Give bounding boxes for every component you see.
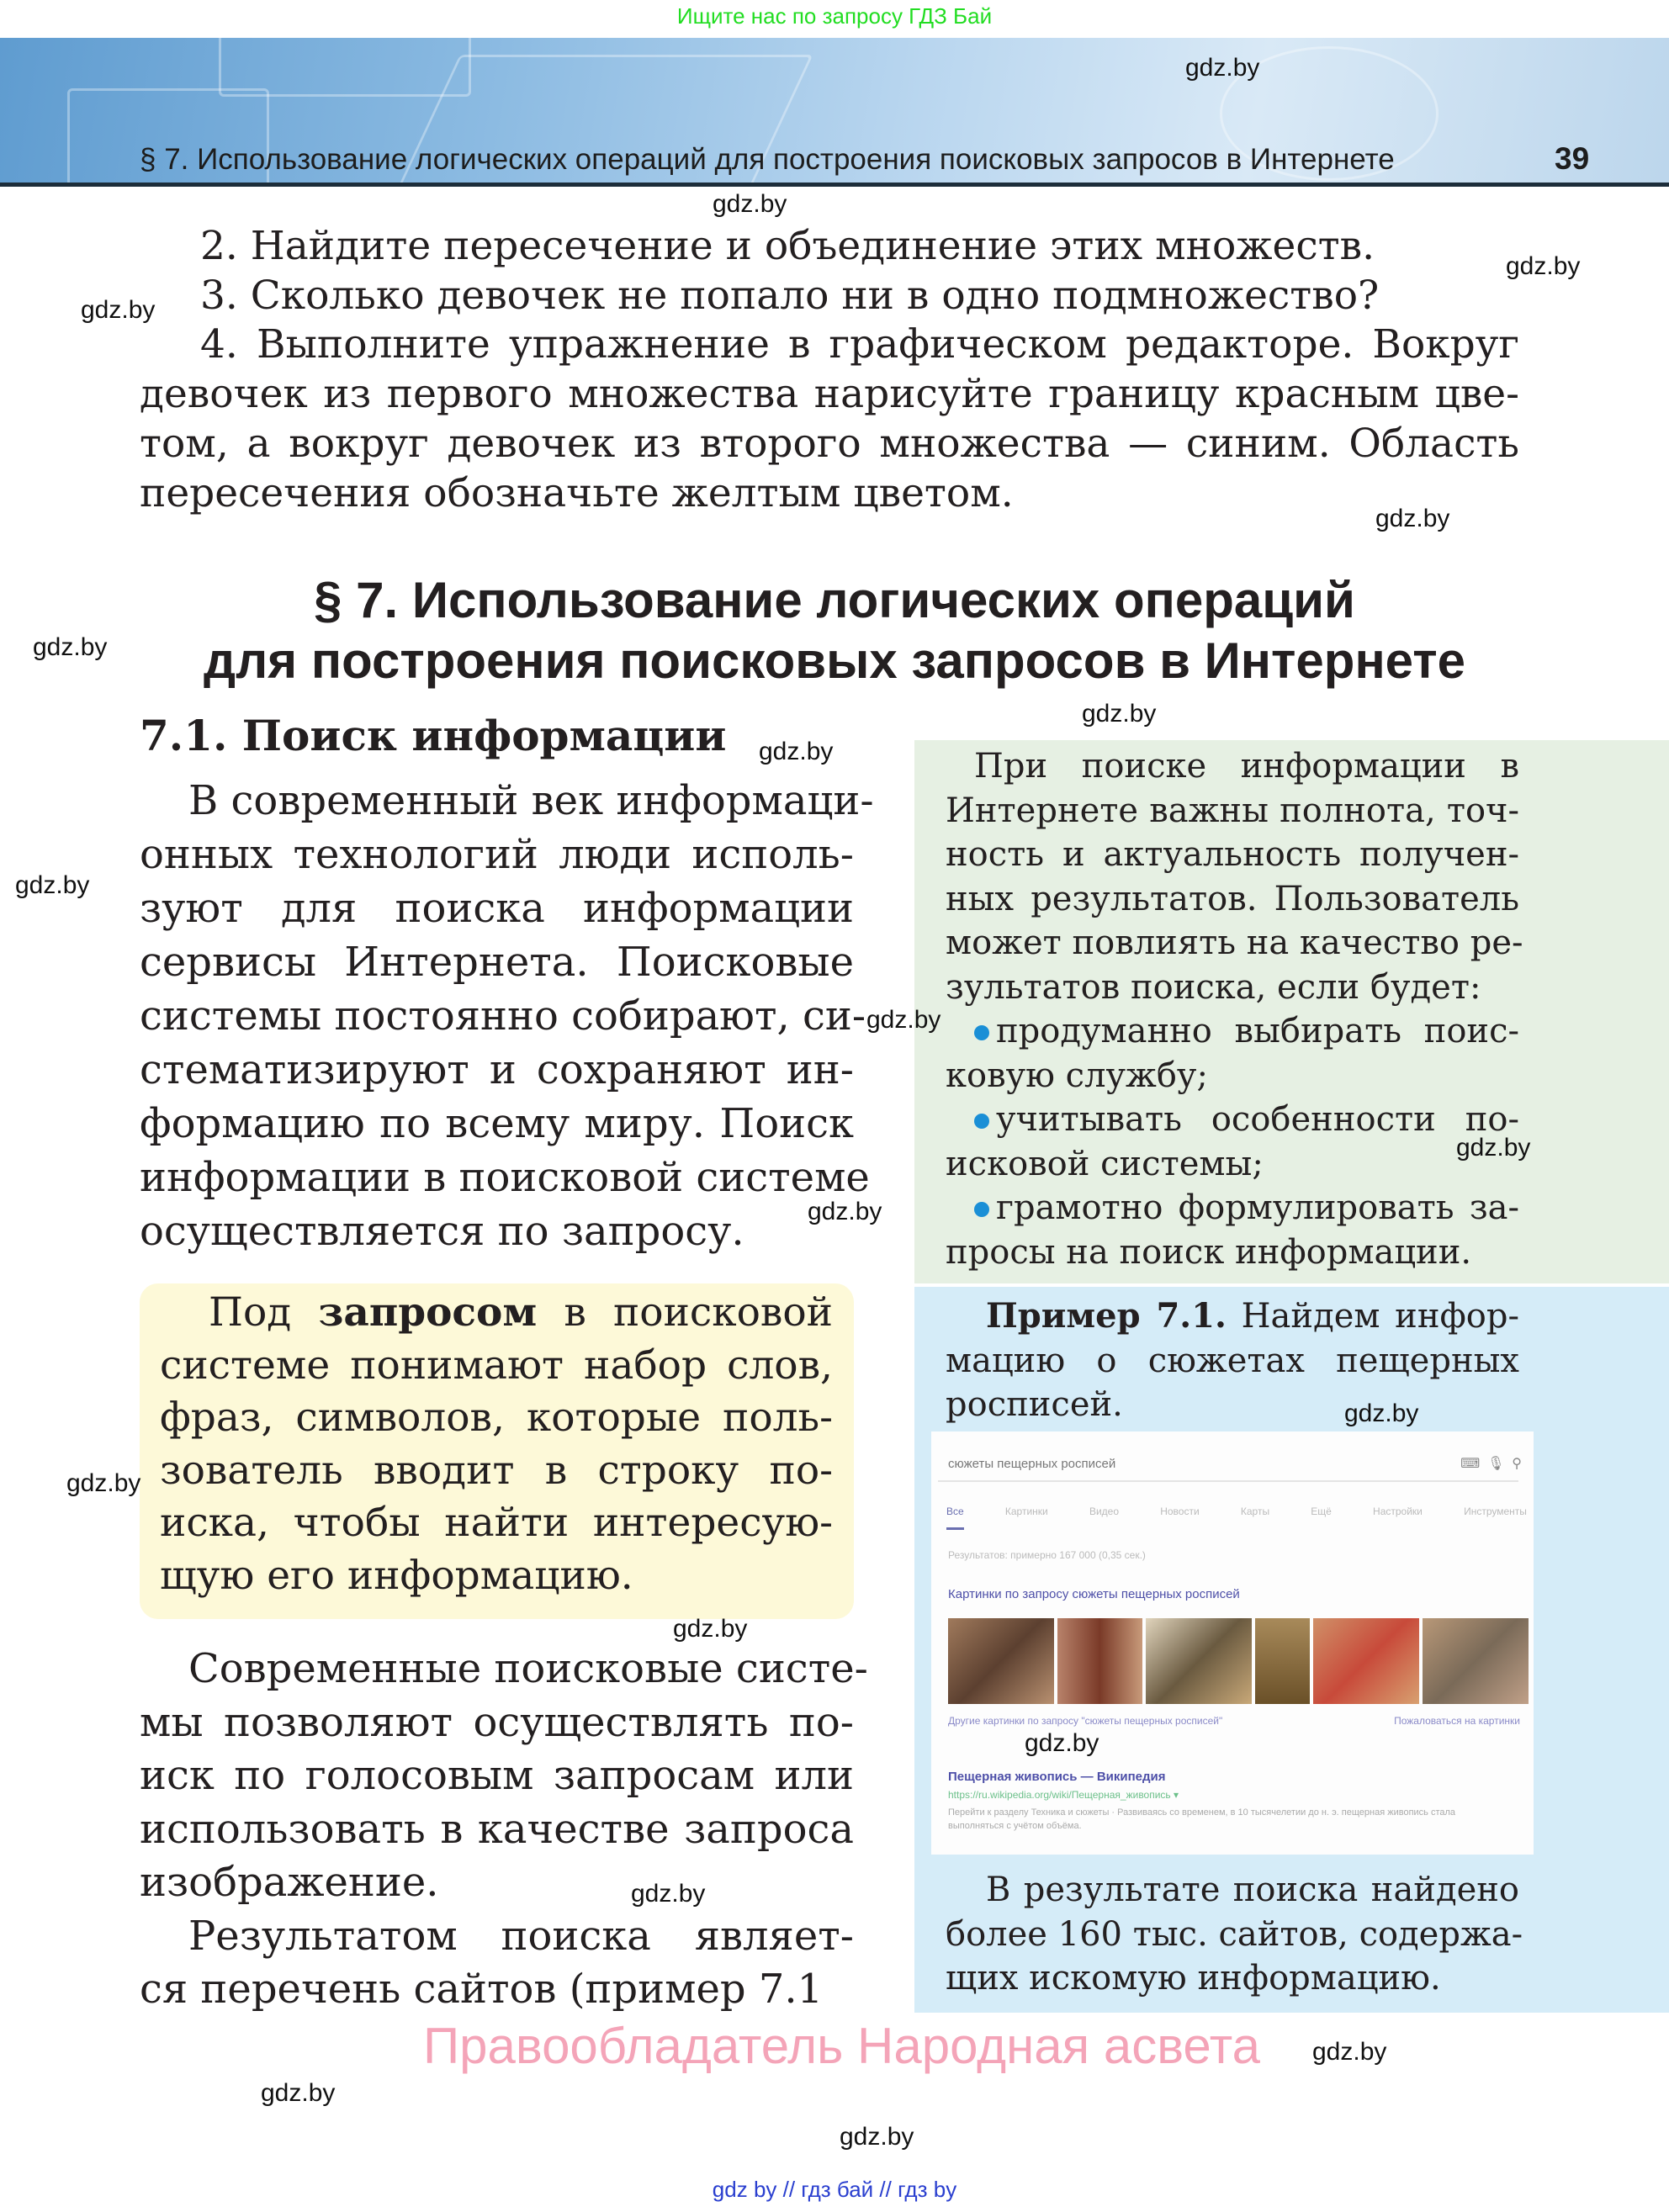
search-tab: Ещё bbox=[1311, 1506, 1332, 1517]
copyright-owner: Правообладатель Народная асвета bbox=[423, 2018, 1260, 2074]
page-number: 39 bbox=[1555, 141, 1590, 176]
running-header-title: § 7. Использование логических операций для построения поисковых запросов в Интернете bbox=[140, 143, 1395, 176]
text-line: системе понимают набор слов, bbox=[160, 1341, 833, 1389]
text-line: том, а вокруг девочек из второго множества — синим. Область bbox=[140, 420, 1519, 467]
bullet-text: грамотно формулировать за- bbox=[996, 1188, 1519, 1227]
wiki-result-url: https://ru.wikipedia.org/wiki/Пещерная_живопись ▾ bbox=[948, 1789, 1179, 1801]
search-tab: Карты bbox=[1240, 1506, 1270, 1517]
watermark: gdz.by bbox=[631, 1880, 706, 1908]
search-tabs bbox=[946, 1506, 1527, 1530]
text-line: стематизируют и сохраняют ин- bbox=[140, 1046, 854, 1093]
text-line: зователь вводит в строку по- bbox=[160, 1447, 833, 1494]
cave-image bbox=[1423, 1618, 1529, 1704]
search-icon: ⚲ bbox=[1512, 1457, 1522, 1471]
watermark: gdz.by bbox=[808, 1198, 882, 1225]
bullet-item bbox=[946, 1098, 1519, 1142]
example-result-text bbox=[946, 1868, 1523, 2001]
search-systems-paragraph bbox=[140, 1643, 868, 2017]
text-line: ковую службу; bbox=[946, 1056, 1208, 1095]
text-line: росписей. bbox=[946, 1385, 1123, 1424]
bullet-text: продуманно выбирать поис- bbox=[996, 1012, 1519, 1050]
text-line: девочек из первого множества нарисуйте границу красным цве- bbox=[140, 371, 1519, 418]
note-text bbox=[946, 744, 1523, 1274]
text-line: просы на поиск информации. bbox=[946, 1232, 1472, 1272]
cave-image bbox=[1057, 1618, 1142, 1704]
watermark: gdz.by bbox=[15, 871, 90, 899]
bullet-icon bbox=[974, 1202, 989, 1217]
watermark: gdz.by bbox=[840, 2123, 914, 2151]
text-line: В результате поиска найдено bbox=[986, 1871, 1519, 1909]
watermark: gdz.by bbox=[81, 296, 156, 324]
wiki-result-snippet: Перейти к разделу Техника и сюжеты · Развиваясь со временем, в 10 тысячелетии до н. э. пещерная живопись стала выполняться с учётом объёма. bbox=[948, 1807, 1456, 1831]
more-images-link bbox=[948, 1715, 1520, 1727]
text-line: Интернете важны полнота, точ- bbox=[946, 791, 1519, 830]
text-line: 2. Найдите пересечение и объединение этих множеств. bbox=[200, 223, 1375, 269]
term-query: запросом bbox=[318, 1289, 538, 1336]
watermark: gdz.by bbox=[759, 738, 834, 765]
text-line: При поиске информации в bbox=[974, 747, 1519, 786]
search-input: сюжеты пещерных росписей bbox=[938, 1442, 1518, 1482]
text-line: формацию по всему миру. Поиск bbox=[140, 1100, 854, 1147]
text-line: сервисы Интернета. Поисковые bbox=[140, 939, 854, 986]
bullet-icon bbox=[974, 1025, 989, 1040]
text-line: информации в поисковой системе bbox=[140, 1154, 870, 1201]
example-label: Пример 7.1. bbox=[986, 1296, 1227, 1336]
search-tab: Видео bbox=[1089, 1506, 1120, 1517]
more-images-text: Другие картинки по запросу "сюжеты пещерных росписей" bbox=[948, 1715, 1223, 1727]
text-line: иска, чтобы найти интересую- bbox=[160, 1500, 833, 1546]
watermark: gdz.by bbox=[261, 2079, 336, 2107]
text-line: 3. Сколько девочек не попало ни в одно подмножество? bbox=[200, 272, 1380, 319]
text: Найдем инфор- bbox=[1241, 1297, 1519, 1336]
search-tab: Инструменты bbox=[1464, 1506, 1527, 1517]
result-stats: Результатов: примерно 167 000 (0,35 сек.) bbox=[948, 1549, 1146, 1561]
text-line bbox=[160, 1287, 833, 1340]
bullet-item bbox=[946, 1009, 1519, 1054]
text-line: В современный век информаци- bbox=[188, 777, 874, 824]
watermark: gdz.by bbox=[673, 1615, 748, 1643]
bullet-text: учитывать особенности по- bbox=[996, 1100, 1519, 1139]
bullet-item bbox=[946, 1186, 1519, 1230]
cave-image bbox=[948, 1618, 1054, 1704]
bottom-links[interactable]: gdz by // гдз бай // гдз by bbox=[712, 2177, 957, 2202]
watermark: gdz.by bbox=[1344, 1400, 1419, 1427]
text-line: щих искомую информацию. bbox=[946, 1959, 1441, 1998]
text-line: осуществляется по запросу. bbox=[140, 1208, 744, 1255]
search-tab: Новости bbox=[1160, 1506, 1200, 1517]
watermark: gdz.by bbox=[1185, 54, 1260, 82]
bullet-icon bbox=[974, 1114, 989, 1129]
text-line: Современные поисковые систе- bbox=[188, 1645, 868, 1692]
text-line: зуют для поиска информации bbox=[140, 885, 854, 932]
exercise-list bbox=[140, 222, 1519, 518]
text-line: Результатом поиска являет- bbox=[188, 1912, 854, 1960]
search-tab: Настройки bbox=[1373, 1506, 1423, 1517]
images-title: Картинки по запросу сюжеты пещерных росписей bbox=[948, 1587, 1240, 1601]
text-line: онных технологий люди исполь- bbox=[140, 831, 854, 878]
text-line bbox=[946, 1294, 1519, 1339]
text-line: использовать в качестве запроса bbox=[140, 1805, 854, 1853]
watermark: gdz.by bbox=[713, 190, 787, 218]
section-title bbox=[0, 570, 1669, 691]
text-line: 4. Выполните упражнение в графическом редакторе. Вокруг bbox=[200, 321, 1519, 368]
cave-image bbox=[1255, 1618, 1310, 1704]
search-results-screenshot bbox=[931, 1431, 1534, 1855]
wiki-result-title: Пещерная живопись — Википедия bbox=[948, 1770, 1166, 1784]
example-text bbox=[946, 1294, 1519, 1427]
intro-paragraph bbox=[140, 774, 874, 1258]
text-line: мацию о сюжетах пещерных bbox=[946, 1341, 1519, 1380]
microphone-icon: 🎙 bbox=[1487, 1457, 1505, 1471]
definition-text bbox=[160, 1287, 833, 1602]
cave-image bbox=[1313, 1618, 1419, 1704]
text-line: ность и актуальность получен- bbox=[946, 835, 1519, 874]
text-line: системы постоянно собирают, си- bbox=[140, 992, 866, 1040]
text-line: более 160 тыс. сайтов, содержа- bbox=[946, 1914, 1523, 1954]
watermark: gdz.by bbox=[1312, 2038, 1387, 2066]
text-line: зультатов поиска, если будет: bbox=[946, 967, 1481, 1007]
text-line: иск по голосовым запросам или bbox=[140, 1752, 854, 1799]
image-strip bbox=[948, 1618, 1529, 1704]
text: в поисковой bbox=[564, 1289, 833, 1336]
watermark: gdz.by bbox=[1025, 1729, 1099, 1757]
text-line: мы позволяют осуществлять по- bbox=[140, 1698, 854, 1746]
search-tab: Все bbox=[946, 1506, 964, 1530]
text-line: ных результатов. Пользователь bbox=[946, 879, 1519, 918]
watermark: gdz.by bbox=[866, 1006, 941, 1034]
section-title-line: § 7. Использование логических операций bbox=[314, 572, 1355, 628]
search-bar-icons bbox=[1460, 1455, 1522, 1472]
watermark: gdz.by bbox=[33, 633, 108, 661]
text: Под bbox=[209, 1289, 292, 1336]
watermark: gdz.by bbox=[1375, 505, 1450, 532]
text-line: пересечения обозначьте желтым цветом. bbox=[140, 469, 1014, 516]
watermark: gdz.by bbox=[1082, 700, 1157, 728]
text-line: исковой системы; bbox=[946, 1144, 1264, 1183]
watermark: gdz.by bbox=[1506, 252, 1581, 280]
text-line: щую его информацию. bbox=[160, 1552, 633, 1599]
text-line: изображение. bbox=[140, 1859, 439, 1906]
text-line: ся перечень сайтов (пример 7.1 bbox=[140, 1966, 824, 2013]
feedback-text: Пожаловаться на картинки bbox=[1394, 1715, 1520, 1727]
search-hint: Ищите нас по запросу ГДЗ Бай bbox=[676, 3, 993, 29]
watermark: gdz.by bbox=[1456, 1134, 1531, 1162]
search-tab: Картинки bbox=[1004, 1506, 1048, 1517]
watermark: gdz.by bbox=[66, 1469, 141, 1497]
keyboard-icon: ⌨ bbox=[1460, 1457, 1481, 1471]
cave-image bbox=[1146, 1618, 1252, 1704]
section-title-line: для построения поисковых запросов в Интернете bbox=[203, 632, 1466, 689]
subsection-title: 7.1. Поиск информации bbox=[140, 711, 727, 760]
text-line: фраз, символов, которые поль- bbox=[160, 1394, 833, 1441]
text-line: может повлиять на качество ре- bbox=[946, 923, 1523, 962]
